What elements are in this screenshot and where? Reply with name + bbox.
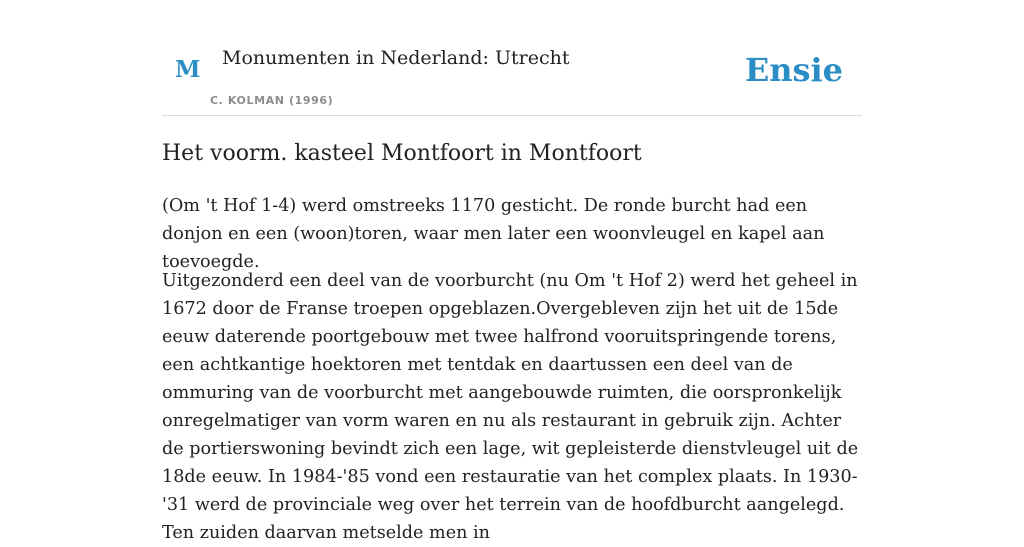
article-title: Het voorm. kasteel Montfoort in Montfoort: [162, 141, 642, 166]
page-header: [162, 0, 862, 116]
article-paragraph: Uitgezonderd een deel van de voorburcht (nu Om 't Hof 2) werd het geheel in 1672 door de Franse troepen opgeblazen.Overgebleven zijn het uit de 15de eeuw daterende poortgebouw met twee halfrond vooruitspringende torens, een achtkantige hoektoren met tentdak en daartussen een deel van de ommuring van de voorburcht met aangebouwde ruimten, die oorspronkelijk onregelmatiger van vorm waren en nu als restaurant in gebruik zijn. Achter de portierswoning bevindt zich een lage, wit gepleisterde dienstvleugel uit de 18de eeuw. In 1984-'85 vond een restauratie van het complex plaats. In 1930-'31 werd de provinciale weg over het terrein van de hoofdburcht aangelegd. Ten zuiden daarvan metselde men in: [162, 271, 859, 543]
book-title-link[interactable]: Monumenten in Nederland: Utrecht: [222, 47, 570, 69]
article-paragraph: (Om 't Hof 1-4) werd omstreeks 1170 gesticht. De ronde burcht had een donjon en een (woon)toren, waar men later een woonvleugel en kapel aan toevoegde.: [162, 196, 825, 272]
brand-logo[interactable]: Ensie: [744, 51, 843, 89]
book-author: C. KOLMAN (1996): [210, 94, 334, 107]
book-logo[interactable]: M: [175, 56, 201, 83]
page-container: [162, 0, 862, 543]
